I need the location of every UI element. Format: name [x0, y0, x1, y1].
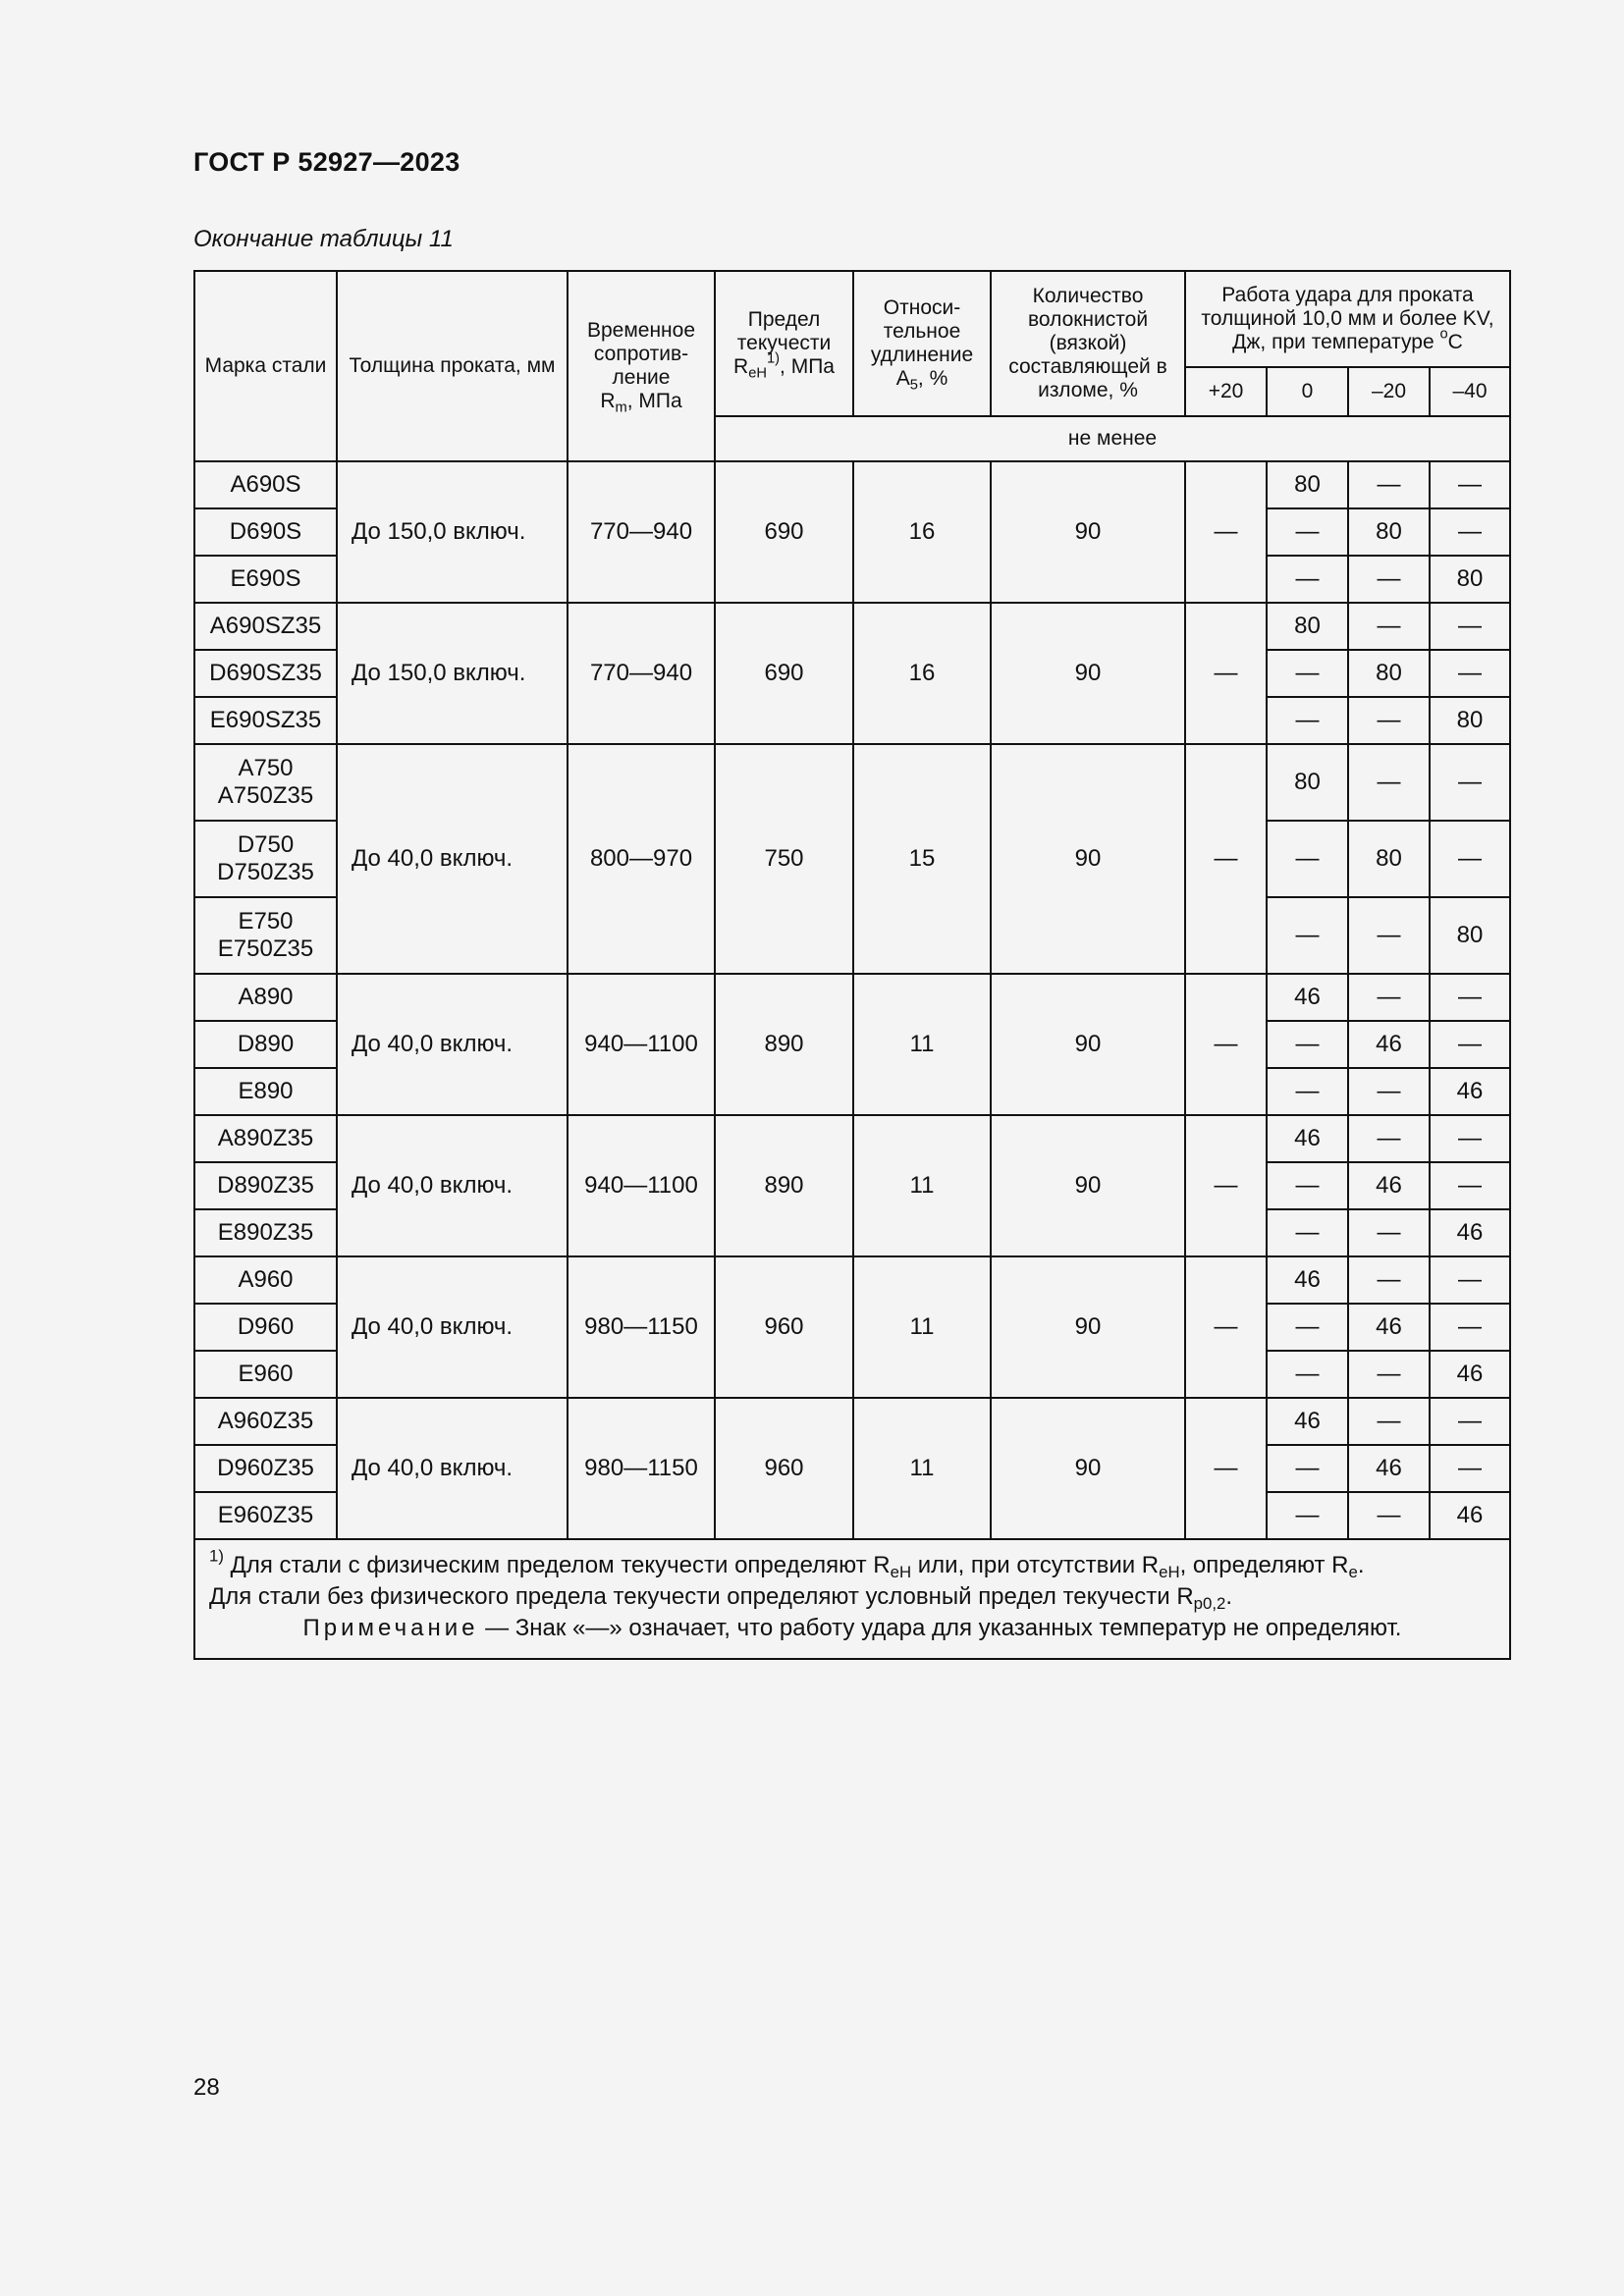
impact-0-cell: 46 [1267, 1115, 1348, 1162]
document-header: ГОСТ Р 52927—2023 [193, 147, 460, 177]
impact-minus20-cell: — [1348, 1256, 1430, 1304]
impact-minus20-cell: — [1348, 1398, 1430, 1445]
impact-minus40-cell: — [1430, 821, 1510, 897]
tensile-cell: 770—940 [568, 603, 715, 744]
footnote-text-a: Для стали с физическим пределом текучести определяют R [223, 1552, 891, 1578]
grade-cell: D960 [194, 1304, 337, 1351]
impact-minus20-cell: — [1348, 1115, 1430, 1162]
note-text: — Знак «—» означает, что работу удара для указанных температур не определяют. [478, 1615, 1402, 1641]
mechanical-properties-table [193, 270, 1511, 1660]
impact-minus40-cell: — [1430, 508, 1510, 556]
fibrous-cell: 90 [991, 603, 1185, 744]
impact-minus40-cell: — [1430, 744, 1510, 821]
impact-0-cell: — [1267, 508, 1348, 556]
grade-cell: E960Z35 [194, 1492, 337, 1539]
impact-0-cell: 46 [1267, 1398, 1348, 1445]
header-tensile-unit: , МПа [626, 390, 682, 412]
tensile-cell: 770—940 [568, 461, 715, 603]
grade-cell: D690SZ35 [194, 650, 337, 697]
fibrous-cell: 90 [991, 1256, 1185, 1398]
impact-minus20-cell: — [1348, 603, 1430, 650]
impact-minus40-cell: — [1430, 1398, 1510, 1445]
header-tensile-sub: m [615, 400, 627, 416]
impact-0-cell: — [1267, 1445, 1348, 1492]
tensile-cell: 980—1150 [568, 1256, 715, 1398]
yield-cell: 750 [715, 744, 853, 974]
footnote-text-b: или, при отсутствии R [911, 1552, 1160, 1578]
impact-minus20-cell: — [1348, 897, 1430, 974]
grade-cell: D690S [194, 508, 337, 556]
yield-cell: 960 [715, 1398, 853, 1539]
impact-plus20-cell: — [1185, 603, 1267, 744]
header-temp-plus20: +20 [1185, 367, 1267, 416]
grade-name: E750 [238, 908, 294, 934]
table-row [194, 744, 1510, 821]
grade-cell: A960 [194, 1256, 337, 1304]
impact-minus40-cell: — [1430, 461, 1510, 508]
fibrous-cell: 90 [991, 1115, 1185, 1256]
impact-0-cell: 46 [1267, 974, 1348, 1021]
grade-cell: A960Z35 [194, 1398, 337, 1445]
impact-minus40-cell: — [1430, 650, 1510, 697]
tensile-cell: 800—970 [568, 744, 715, 974]
header-impact-unit: С [1447, 331, 1463, 353]
grade-cell: E890 [194, 1068, 337, 1115]
impact-plus20-cell: — [1185, 461, 1267, 603]
header-impact-label: Работа удара для проката толщиной 10,0 мм и более KV, Дж, при температуре [1201, 284, 1494, 353]
impact-minus20-cell: — [1348, 556, 1430, 603]
impact-minus40-cell: 46 [1430, 1351, 1510, 1398]
thickness-cell: До 40,0 включ. [337, 1256, 568, 1398]
table-row [194, 1398, 1510, 1445]
header-elong-sub: 5 [909, 377, 918, 394]
impact-minus40-cell: — [1430, 974, 1510, 1021]
tensile-cell: 980—1150 [568, 1398, 715, 1539]
grade-cell: E690S [194, 556, 337, 603]
impact-minus40-cell: — [1430, 1256, 1510, 1304]
grade-cell [194, 897, 337, 974]
impact-minus20-cell: 80 [1348, 508, 1430, 556]
yield-cell: 890 [715, 1115, 853, 1256]
impact-minus40-cell: — [1430, 1021, 1510, 1068]
header-yield-symbol: R [733, 355, 749, 378]
impact-minus40-cell: — [1430, 1115, 1510, 1162]
table-caption: Окончание таблицы 11 [193, 226, 454, 252]
impact-minus20-cell: 46 [1348, 1021, 1430, 1068]
footnote-sub-e: e [1348, 1563, 1358, 1582]
footnote-line2 [209, 1581, 1495, 1613]
impact-minus40-cell: 46 [1430, 1209, 1510, 1256]
elongation-cell: 11 [853, 1256, 991, 1398]
impact-minus40-cell: — [1430, 1445, 1510, 1492]
grade-cell: A690SZ35 [194, 603, 337, 650]
impact-0-cell: — [1267, 1492, 1348, 1539]
footnote-text-end: . [1357, 1552, 1365, 1578]
elongation-cell: 15 [853, 744, 991, 974]
elongation-cell: 11 [853, 1398, 991, 1539]
impact-minus20-cell: — [1348, 461, 1430, 508]
footnote-line2-text: Для стали без физического предела текучести определяют условный предел текучести R [209, 1583, 1194, 1610]
grade-name: D750 [237, 831, 295, 858]
yield-cell: 890 [715, 974, 853, 1115]
impact-minus20-cell: — [1348, 1351, 1430, 1398]
thickness-cell: До 40,0 включ. [337, 974, 568, 1115]
thickness-cell: До 40,0 включ. [337, 1398, 568, 1539]
header-impact [1185, 271, 1510, 367]
impact-0-cell: — [1267, 556, 1348, 603]
impact-minus40-cell: — [1430, 1162, 1510, 1209]
impact-minus20-cell: 46 [1348, 1162, 1430, 1209]
impact-minus20-cell: 80 [1348, 821, 1430, 897]
table-row [194, 461, 1510, 508]
grade-name: A750 [238, 755, 294, 781]
impact-minus20-cell: — [1348, 1492, 1430, 1539]
impact-plus20-cell: — [1185, 1398, 1267, 1539]
yield-cell: 960 [715, 1256, 853, 1398]
yield-cell: 690 [715, 603, 853, 744]
impact-plus20-cell: — [1185, 744, 1267, 974]
grade-cell: A890 [194, 974, 337, 1021]
impact-0-cell: 46 [1267, 1256, 1348, 1304]
impact-minus20-cell: — [1348, 744, 1430, 821]
footnote-sub-eH-2: eH [1159, 1563, 1180, 1582]
impact-minus20-cell: — [1348, 1209, 1430, 1256]
yield-cell: 690 [715, 461, 853, 603]
footnote-sub-eH-1: eH [890, 1563, 912, 1582]
elongation-cell: 16 [853, 603, 991, 744]
elongation-cell: 11 [853, 1115, 991, 1256]
table-footnote [194, 1539, 1510, 1659]
header-tensile-label: Временное сопротив- ление [586, 319, 696, 389]
table-row [194, 1256, 1510, 1304]
impact-minus40-cell: — [1430, 603, 1510, 650]
grade-cell: D890 [194, 1021, 337, 1068]
header-temp-minus20: –20 [1348, 367, 1430, 416]
impact-0-cell: — [1267, 1021, 1348, 1068]
thickness-cell: До 40,0 включ. [337, 744, 568, 974]
grade-cell: D960Z35 [194, 1445, 337, 1492]
impact-0-cell: 80 [1267, 744, 1348, 821]
impact-0-cell: — [1267, 1351, 1348, 1398]
grade-cell: E890Z35 [194, 1209, 337, 1256]
header-elongation [853, 271, 991, 416]
fibrous-cell: 90 [991, 1398, 1185, 1539]
thickness-cell: До 40,0 включ. [337, 1115, 568, 1256]
tensile-cell: 940—1100 [568, 974, 715, 1115]
header-fibrous: Количество волокнистой (вязкой) составляющей в изломе, % [991, 271, 1185, 416]
grade-cell: A690S [194, 461, 337, 508]
fibrous-cell: 90 [991, 974, 1185, 1115]
tensile-cell: 940—1100 [568, 1115, 715, 1256]
impact-plus20-cell: — [1185, 1115, 1267, 1256]
grade-cell: D890Z35 [194, 1162, 337, 1209]
grade-cell: E690SZ35 [194, 697, 337, 744]
impact-minus40-cell: 46 [1430, 1068, 1510, 1115]
header-yield [715, 271, 853, 416]
header-tensile [568, 271, 715, 461]
header-min-row: не менее [715, 416, 1510, 461]
grade-cell: E960 [194, 1351, 337, 1398]
fibrous-cell: 90 [991, 461, 1185, 603]
impact-minus20-cell: — [1348, 974, 1430, 1021]
header-elong-label: Относи- тельное удлинение [870, 296, 974, 366]
impact-minus40-cell: 80 [1430, 697, 1510, 744]
grade-name-alt: A750Z35 [217, 782, 314, 809]
footnote-line2-end: . [1225, 1583, 1233, 1610]
impact-minus40-cell: 80 [1430, 897, 1510, 974]
table-row [194, 603, 1510, 650]
impact-0-cell: — [1267, 897, 1348, 974]
impact-0-cell: — [1267, 697, 1348, 744]
impact-0-cell: — [1267, 1209, 1348, 1256]
impact-0-cell: — [1267, 1068, 1348, 1115]
header-yield-sub: eH [748, 365, 767, 382]
elongation-cell: 11 [853, 974, 991, 1115]
header-thickness: Толщина проката, мм [337, 271, 568, 461]
header-yield-unit: , МПа [780, 355, 835, 378]
impact-plus20-cell: — [1185, 974, 1267, 1115]
table-row [194, 1115, 1510, 1162]
header-grade: Марка стали [194, 271, 337, 461]
impact-minus40-cell: — [1430, 1304, 1510, 1351]
impact-minus20-cell: — [1348, 1068, 1430, 1115]
page-number: 28 [193, 2074, 220, 2101]
footnote-text-c: , определяют R [1179, 1552, 1349, 1578]
thickness-cell: До 150,0 включ. [337, 603, 568, 744]
grade-name-alt: E750Z35 [217, 935, 314, 962]
header-tensile-symbol: R [600, 390, 616, 412]
impact-minus20-cell: 46 [1348, 1304, 1430, 1351]
table-note [209, 1613, 1495, 1644]
header-impact-degree: о [1439, 326, 1448, 343]
impact-0-cell: — [1267, 650, 1348, 697]
note-label: Примечание [302, 1615, 479, 1641]
impact-0-cell: 80 [1267, 603, 1348, 650]
impact-0-cell: — [1267, 1162, 1348, 1209]
grade-cell: A890Z35 [194, 1115, 337, 1162]
impact-0-cell: — [1267, 821, 1348, 897]
grade-name-alt: D750Z35 [217, 859, 314, 885]
impact-minus40-cell: 80 [1430, 556, 1510, 603]
footnote-sub-p02: p0,2 [1193, 1594, 1226, 1614]
elongation-cell: 16 [853, 461, 991, 603]
grade-cell [194, 821, 337, 897]
impact-minus20-cell: — [1348, 697, 1430, 744]
header-yield-sup: 1) [766, 350, 781, 367]
impact-0-cell: 80 [1267, 461, 1348, 508]
grade-cell [194, 744, 337, 821]
header-elong-unit: , % [917, 367, 948, 390]
footnote-marker: 1) [209, 1546, 224, 1566]
impact-plus20-cell: — [1185, 1256, 1267, 1398]
header-temp-minus40: –40 [1430, 367, 1510, 416]
impact-minus20-cell: 46 [1348, 1445, 1430, 1492]
header-elong-symbol: A [895, 367, 910, 390]
header-yield-label: Предел текучести [736, 308, 832, 354]
table-row [194, 974, 1510, 1021]
header-temp-0: 0 [1267, 367, 1348, 416]
impact-0-cell: — [1267, 1304, 1348, 1351]
impact-minus20-cell: 80 [1348, 650, 1430, 697]
thickness-cell: До 150,0 включ. [337, 461, 568, 603]
fibrous-cell: 90 [991, 744, 1185, 974]
impact-minus40-cell: 46 [1430, 1492, 1510, 1539]
